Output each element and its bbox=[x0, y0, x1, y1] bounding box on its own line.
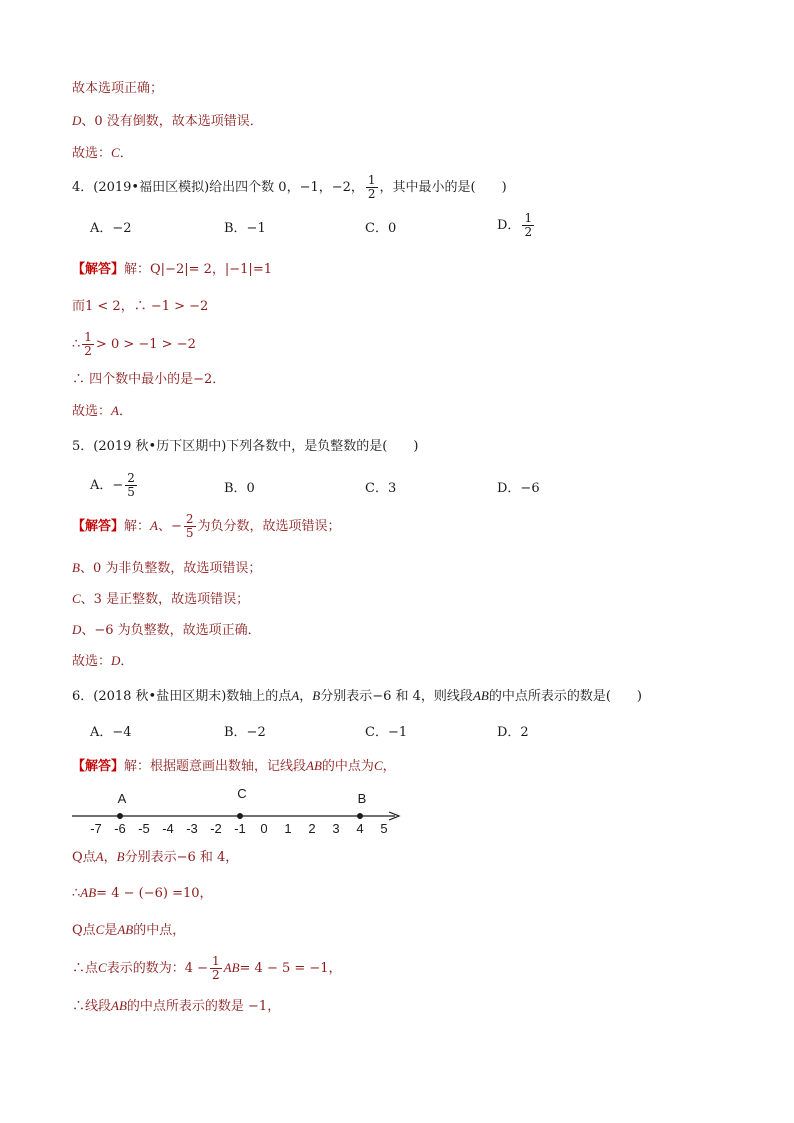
question-4-stem: 4．(2019•福田区模拟)给出四个数 0，−1，−2， $\frac{1}{2}$ ，其中最小的是( ) bbox=[72, 173, 507, 201]
tick-label: -1 bbox=[234, 821, 246, 836]
text-line: D、0 没有倒数，故本选项错误． bbox=[72, 113, 263, 129]
tick-label: 4 bbox=[356, 821, 364, 836]
q5-answer-line: D、−6 为负整数，故选项正确． bbox=[72, 622, 261, 638]
tick-label: 0 bbox=[260, 821, 268, 836]
q4-answer-line: 故选：A． bbox=[72, 403, 132, 419]
point-c-dot bbox=[237, 813, 243, 819]
q4-answer-line: 而1 < 2，∴ −1 > −2 bbox=[72, 299, 209, 314]
q4-option-b: B．−1 bbox=[224, 221, 266, 236]
q5-answer-line: B、0 为非负整数，故选项错误； bbox=[72, 560, 262, 576]
q6-option-c: C．−1 bbox=[365, 725, 408, 740]
q5-answer-line: 故选：D． bbox=[72, 653, 134, 669]
q6-solution-line: Q点C是AB的中点， bbox=[72, 922, 186, 938]
q4-answer-line: 【解答】解：Q|−2|= 2，|−1|=1 bbox=[72, 262, 272, 277]
tick-label: 1 bbox=[284, 821, 292, 836]
q6-answer-line: 【解答】解：根据题意画出数轴，记线段AB的中点为C， bbox=[72, 758, 396, 774]
text-line: 故选：C． bbox=[72, 145, 133, 161]
number-line-diagram bbox=[60, 784, 420, 840]
tick-label: -6 bbox=[114, 821, 126, 836]
point-a-dot bbox=[117, 813, 123, 819]
question-5-stem: 5．(2019 秋•历下区期中)下列各数中，是负整数的是( ) bbox=[72, 439, 419, 454]
question-6-stem: 6．(2018 秋•盐田区期末)数轴上的点A，B分别表示−6 和 4，则线段AB的中点所表示的数是( ) bbox=[72, 688, 642, 704]
q5-answer-line: C、3 是正整数，故选项错误； bbox=[72, 591, 250, 607]
q4-answer-line: ∴ $\frac{1}{2}$ > 0 > −1 > −2 bbox=[72, 330, 196, 358]
tick-label: 3 bbox=[332, 821, 340, 836]
tick-label: -4 bbox=[162, 821, 174, 836]
q6-option-d: D．2 bbox=[497, 725, 529, 740]
q4-option-d: D． $\frac{1}{2}$ bbox=[497, 211, 533, 239]
tick-label: 5 bbox=[380, 821, 388, 836]
point-b-label: B bbox=[357, 791, 367, 806]
q6-solution-line: ∴线段AB的中点所表示的数是 −1， bbox=[72, 998, 281, 1014]
q6-option-a: A．−4 bbox=[90, 725, 132, 740]
q5-option-b: B．0 bbox=[224, 481, 255, 496]
q5-option-c: C．3 bbox=[365, 481, 397, 496]
q6-solution-line: ∴AB= 4 − (−6) =10， bbox=[72, 885, 213, 901]
tick-label: -3 bbox=[186, 821, 198, 836]
q6-option-b: B．−2 bbox=[224, 725, 266, 740]
q4-option-c: C．0 bbox=[365, 221, 397, 236]
q6-solution-line: ∴点C表示的数为：4 − $\frac{1}{2}$ AB= 4 − 5 = −1， bbox=[72, 954, 342, 982]
point-a-label: A bbox=[117, 791, 127, 806]
q6-solution-line: Q点A，B分别表示−6 和 4， bbox=[72, 849, 239, 865]
q5-option-d: D．−6 bbox=[497, 481, 540, 496]
q5-option-a: A．− $\frac{2}{5}$ bbox=[90, 471, 135, 499]
q5-answer-line: 【解答】解：A、− $\frac{2}{5}$ 为负分数，故选项错误； bbox=[72, 512, 341, 540]
point-c-label: C bbox=[237, 786, 247, 801]
q4-option-a: A．−2 bbox=[90, 221, 132, 236]
q4-answer-line: ∴ 四个数中最小的是−2． bbox=[72, 372, 226, 387]
text-line: 故本选项正确； bbox=[72, 81, 164, 96]
tick-label: -5 bbox=[138, 821, 150, 836]
tick-label: -7 bbox=[90, 821, 102, 836]
tick-label: -2 bbox=[210, 821, 222, 836]
tick-label: 2 bbox=[308, 821, 316, 836]
point-b-dot bbox=[357, 813, 363, 819]
